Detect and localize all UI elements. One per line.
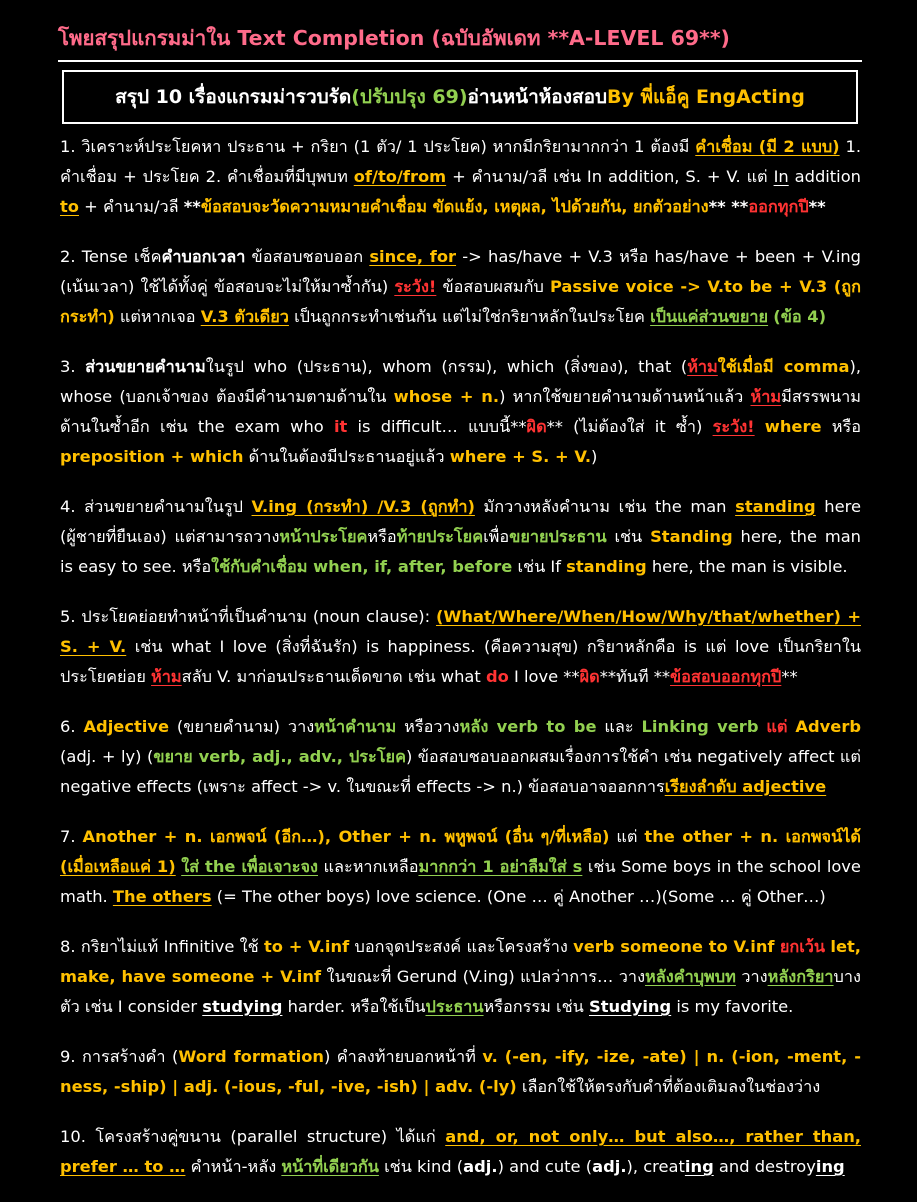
item-text-segment: เลือกใช้ให้ตรงกับคำที่ต้องเติมลงในช่องว่าง <box>516 1077 821 1096</box>
item-text-segment: ในรูป who (ประธาน), whom (กรรม), which (สิ่งของ), that ( <box>205 357 688 376</box>
item-text-segment: standing <box>735 497 816 516</box>
item-text-segment: 6. <box>60 717 84 736</box>
item-text-segment: ข้อสอบออกทุกปี <box>670 667 782 686</box>
item-text-segment: ใช้เมื่อมี comma <box>717 357 850 376</box>
item-text-segment: หลัง verb to be <box>459 717 597 736</box>
item-text-segment: **ทันที ** <box>599 667 671 686</box>
grammar-item-5 <box>60 602 861 692</box>
banner-author: By พี่แอ็คู EngActing <box>607 86 805 108</box>
item-text-segment: Passive voice -> V.to be + V.3 (ถูกกระทำ) <box>60 277 861 326</box>
item-text-segment: Adjective <box>83 717 170 736</box>
item-text-segment: ) คำลงท้ายบอกหน้าที่ <box>323 1047 483 1066</box>
item-text-segment: Adverb <box>795 717 862 736</box>
item-text-segment: หรือวาง <box>396 717 460 736</box>
item-text-segment: หรือกรรม เช่น <box>483 997 589 1016</box>
item-text-segment: (ข้อ 4) <box>773 307 827 326</box>
item-text-segment: studying <box>202 997 283 1016</box>
item-text-segment: V.ing (กระทำ) /V.3 (ถูกทำ) <box>251 497 475 516</box>
item-text-segment: (= The other boys) love science. (One … คู่ Another …)(Some … คู่ Other…) <box>211 887 826 906</box>
grammar-item-2 <box>60 242 861 332</box>
item-text-segment: + คำนาม/วลี เช่น In addition, S. + V. แต่ <box>446 167 774 186</box>
item-text-segment: to + V.inf <box>264 937 350 956</box>
item-text-segment: is difficult… แบบนี้** <box>347 417 527 436</box>
item-text-segment: (เมื่อเหลือแค่ 1) <box>60 857 176 876</box>
item-text-segment: และหากเหลือ <box>318 857 419 876</box>
grammar-list <box>60 132 861 1202</box>
item-text-segment: ) ข้อสอบชอบออกผสมเรื่องการใช้คำ เช่น negatively affect แต่ negative effects (เพราะ affect -> v. ในขณะที่ effects -> n.) ข้อสอบอาจออกการ <box>60 747 861 796</box>
item-text-segment: บอกจุดประสงค์ และโครงสร้าง <box>349 937 574 956</box>
item-text-segment: ** <box>183 197 201 216</box>
item-text-segment: ข้อสอบจะวัดความหมายคำเชื่อม ขัดแย้ง, เหตุผล, ไปด้วยกัน, ยกตัวอย่าง <box>200 197 709 216</box>
title-divider <box>58 60 862 62</box>
item-text-segment: หลังคำบุพบท <box>645 967 736 986</box>
item-text-segment: ** ** <box>708 197 749 216</box>
item-text-segment: ระวัง! <box>712 417 755 436</box>
grammar-item-4 <box>60 492 861 582</box>
item-text-segment: 9. การสร้างคำ ( <box>60 1047 179 1066</box>
item-text-segment: v. (-en, -ify, -ize, -ate) | n. (-ion, -ment, -ness, -ship) | adj. (-ious, -ful, -ive, -ish) | adv. (-ly) <box>60 1047 861 1096</box>
item-text-segment: is my favorite. <box>671 997 794 1016</box>
banner-text-middle: อ่านหน้าห้องสอบ <box>467 86 608 108</box>
item-text-segment: ท้ายประโยค <box>396 527 484 546</box>
grammar-item-8 <box>60 932 861 1022</box>
item-text-segment: มักวางหลังคำนาม เช่น the man <box>474 497 736 516</box>
item-text-segment: do <box>485 667 509 686</box>
item-text-segment: ประธาน <box>425 997 484 1016</box>
item-text-segment: whose + n. <box>393 387 500 406</box>
item-text-segment: และ <box>596 717 642 736</box>
item-text-segment: of/to/from <box>353 167 447 186</box>
item-text-segment: 3. <box>60 357 86 376</box>
item-text-segment: I love ** <box>508 667 580 686</box>
item-text-segment: 1. วิเคราะห์ประโยคหา ประธาน + กริยา (1 ตัว/ 1 ประโยค) หากมีกริยามากกว่า 1 ต้องมี <box>60 137 696 156</box>
item-text-segment: ) and cute ( <box>497 1157 593 1176</box>
item-text-segment: แต่หากเจอ <box>114 307 201 326</box>
item-text-segment: เช่น <box>606 527 651 546</box>
item-text-segment: เรียงลำดับ adjective <box>664 777 827 796</box>
item-text-segment: ใส่ the เพื่อเจาะจง <box>181 857 318 876</box>
item-text-segment: let, make, have someone + V.inf <box>60 937 861 986</box>
item-text-segment: หรือ <box>367 527 397 546</box>
item-text-segment: verb someone to V.inf <box>573 937 775 956</box>
summary-banner <box>62 70 858 124</box>
item-text-segment: หน้าคำนาม <box>314 717 397 736</box>
item-text-segment: where + S. + V. <box>449 447 592 466</box>
item-text-segment: เช่น Some boys in the school love math. <box>60 857 861 906</box>
item-text-segment: ส่วนขยายคำนาม <box>85 357 206 376</box>
item-text-segment: 5. ประโยคย่อยทำหน้าที่เป็นคำนาม (noun clause): <box>60 607 436 626</box>
item-text-segment: เพื่อ <box>483 527 510 546</box>
item-text-segment: 1. คำเชื่อม + ประโยค 2. คำเชื่อมที่มีบุพบท <box>60 137 862 186</box>
grammar-item-6 <box>60 712 861 802</box>
item-text-segment: วาง <box>735 967 768 986</box>
item-text-segment: Another + n. เอกพจน์ (อีก…), Other + n. พหูพจน์ (อื่น ๆ/ที่เหลือ) <box>82 827 610 846</box>
item-text-segment: standing <box>566 557 647 576</box>
item-text-segment: ห้าม <box>750 387 782 406</box>
item-text-segment: + คำนาม/วลี <box>78 197 184 216</box>
item-text-segment: addition <box>788 167 861 186</box>
item-text-segment: ), whose (บอกเจ้าของ ต้องมีคำนามตามด้านใน <box>60 357 861 406</box>
item-text-segment: ** <box>808 197 826 216</box>
item-text-segment: ระวัง! <box>394 277 437 296</box>
item-text-segment: (adj. + ly) ( <box>60 747 154 766</box>
item-text-segment: 8. กริยาไม่แท้ Infinitive ใช้ <box>60 937 264 956</box>
banner-update-tag: (ปรับปรุง 69) <box>351 86 468 108</box>
item-text-segment: เช่น what I love (สิ่งที่ฉันรัก) is happiness. (คือความสุข) กริยาหลักคือ is แต่ love เป็นกริยาในประโยคย่อย <box>60 637 861 686</box>
grammar-item-7 <box>60 822 861 912</box>
item-text-segment: In <box>773 167 789 186</box>
item-text-segment: เช่น kind ( <box>378 1157 464 1176</box>
item-text-segment: Word formation <box>178 1047 324 1066</box>
item-text-segment: it <box>333 417 348 436</box>
item-text-segment: หลังกริยา <box>767 967 834 986</box>
item-text-segment: ** <box>781 667 798 686</box>
item-text-segment: preposition + which <box>60 447 244 466</box>
item-text-segment: ในขณะที่ Gerund (V.ing) แปลว่าการ… วาง <box>321 967 646 986</box>
item-text-segment: Linking verb <box>641 717 759 736</box>
banner-text: สรุป 10 เรื่องแกรมม่ารวบรัด <box>115 86 352 108</box>
item-text-segment: here, the man is easy to see. หรือ <box>60 527 861 576</box>
item-text-segment: มากกว่า 1 อย่าลืมใส่ s <box>418 857 583 876</box>
item-text-segment: -> has/have + V.3 หรือ has/have + been + V.ing (เน้นเวลา) ใช้ได้ทั้งคู่ ข้อสอบจะไม่ให้มาซ้ำกัน) <box>60 247 861 296</box>
item-text-segment: and destroy <box>713 1157 816 1176</box>
item-text-segment: adj. <box>592 1157 627 1176</box>
item-text-segment: 7. <box>60 827 83 846</box>
item-text-segment: ออกทุกปี <box>748 197 809 216</box>
item-text-segment: to <box>60 197 79 216</box>
grammar-item-9 <box>60 1042 861 1102</box>
item-text-segment: หน้าประโยค <box>279 527 368 546</box>
item-text-segment: adj. <box>463 1157 498 1176</box>
item-text-segment: ห้าม <box>687 357 718 376</box>
item-text-segment: where <box>764 417 822 436</box>
item-text-segment: harder. หรือใช้เป็น <box>282 997 426 1016</box>
item-text-segment: Standing <box>650 527 733 546</box>
page-title: โพยสรุปแกรมม่าใน Text Completion (ฉบับอัพเดท **A-LEVEL 69**) <box>58 26 730 50</box>
item-text-segment: คำหน้า-หลัง <box>185 1157 282 1176</box>
item-text-segment: ข้อสอบชอบออก <box>245 247 370 266</box>
item-text-segment: เป็นแค่ส่วนขยาย <box>650 307 769 326</box>
item-text-segment: หน้าที่เดียวกัน <box>281 1157 379 1176</box>
item-text-segment: ing <box>684 1157 714 1176</box>
grammar-item-1 <box>60 132 861 222</box>
item-text-segment: ขยาย verb, adj., adv., ประโยค <box>153 747 406 766</box>
item-text-segment: ข้อสอบผสมกับ <box>436 277 550 296</box>
item-text-segment: Studying <box>588 997 672 1016</box>
item-text-segment: เป็นถูกกระทำเช่นกัน แต่ไม่ใช่กริยาหลักในประโยค <box>288 307 651 326</box>
item-text-segment: and, or, not only… but also…, rather than, prefer … to … <box>60 1127 861 1176</box>
item-text-segment: the other + n. เอกพจน์ได้ <box>644 827 861 846</box>
item-text-segment: แต่ <box>609 827 645 846</box>
item-text-segment: ) หากใช้ขยายคำนามด้านหน้าแล้ว <box>499 387 751 406</box>
item-text-segment: ใช้กับคำเชื่อม when, if, after, before <box>211 557 513 576</box>
item-text-segment: หรือ <box>821 417 861 436</box>
item-text-segment: here, the man is visible. <box>646 557 848 576</box>
item-text-segment: 2. Tense เช็ค <box>60 247 162 266</box>
item-text-segment: ด้านในต้องมีประธานอยู่แล้ว <box>243 447 450 466</box>
item-text-segment <box>755 417 765 436</box>
item-text-segment: ห้าม <box>151 667 182 686</box>
item-text-segment: ** (ไม่ต้องใส่ it ซ้ำ) <box>546 417 713 436</box>
item-text-segment: สลับ V. มาก่อนประธานเด็ดขาด เช่น what <box>181 667 486 686</box>
item-text-segment: since, for <box>369 247 457 266</box>
item-text-segment: The others <box>112 887 212 906</box>
item-text-segment: เช่น If <box>512 557 567 576</box>
item-text-segment: ) <box>591 447 598 466</box>
item-text-segment: 10. โครงสร้างคู่ขนาน (parallel structure) ได้แก่ <box>60 1127 446 1146</box>
item-text-segment: V.3 ตัวเดียว <box>200 307 289 326</box>
item-text-segment: ยกเว้น <box>779 937 826 956</box>
item-text-segment: คำเชื่อม (มี 2 แบบ) <box>695 137 840 156</box>
item-text-segment: ), creat <box>626 1157 685 1176</box>
item-text-segment: ing <box>815 1157 845 1176</box>
item-text-segment: (ขยายคำนาม) วาง <box>169 717 315 736</box>
grammar-item-3 <box>60 352 861 472</box>
item-text-segment: 4. ส่วนขยายคำนามในรูป <box>60 497 252 516</box>
item-text-segment: ผิด <box>579 667 600 686</box>
item-text-segment: ผิด <box>526 417 547 436</box>
item-text-segment: บางตัว เช่น I consider <box>60 967 861 1016</box>
item-text-segment: ขยายประธาน <box>509 527 607 546</box>
grammar-item-10 <box>60 1122 861 1182</box>
item-text-segment: here (ผู้ชายที่ยืนเอง) แต่สามารถวาง <box>60 497 861 546</box>
item-text-segment: (What/Where/When/How/Why/that/whether) + S. + V. <box>60 607 861 656</box>
item-text-segment: คำบอกเวลา <box>161 247 246 266</box>
item-text-segment: มีสรรพนามด้านในซ้ำอีก เช่น the exam who <box>60 387 861 436</box>
item-text-segment: แต่ <box>766 717 788 736</box>
